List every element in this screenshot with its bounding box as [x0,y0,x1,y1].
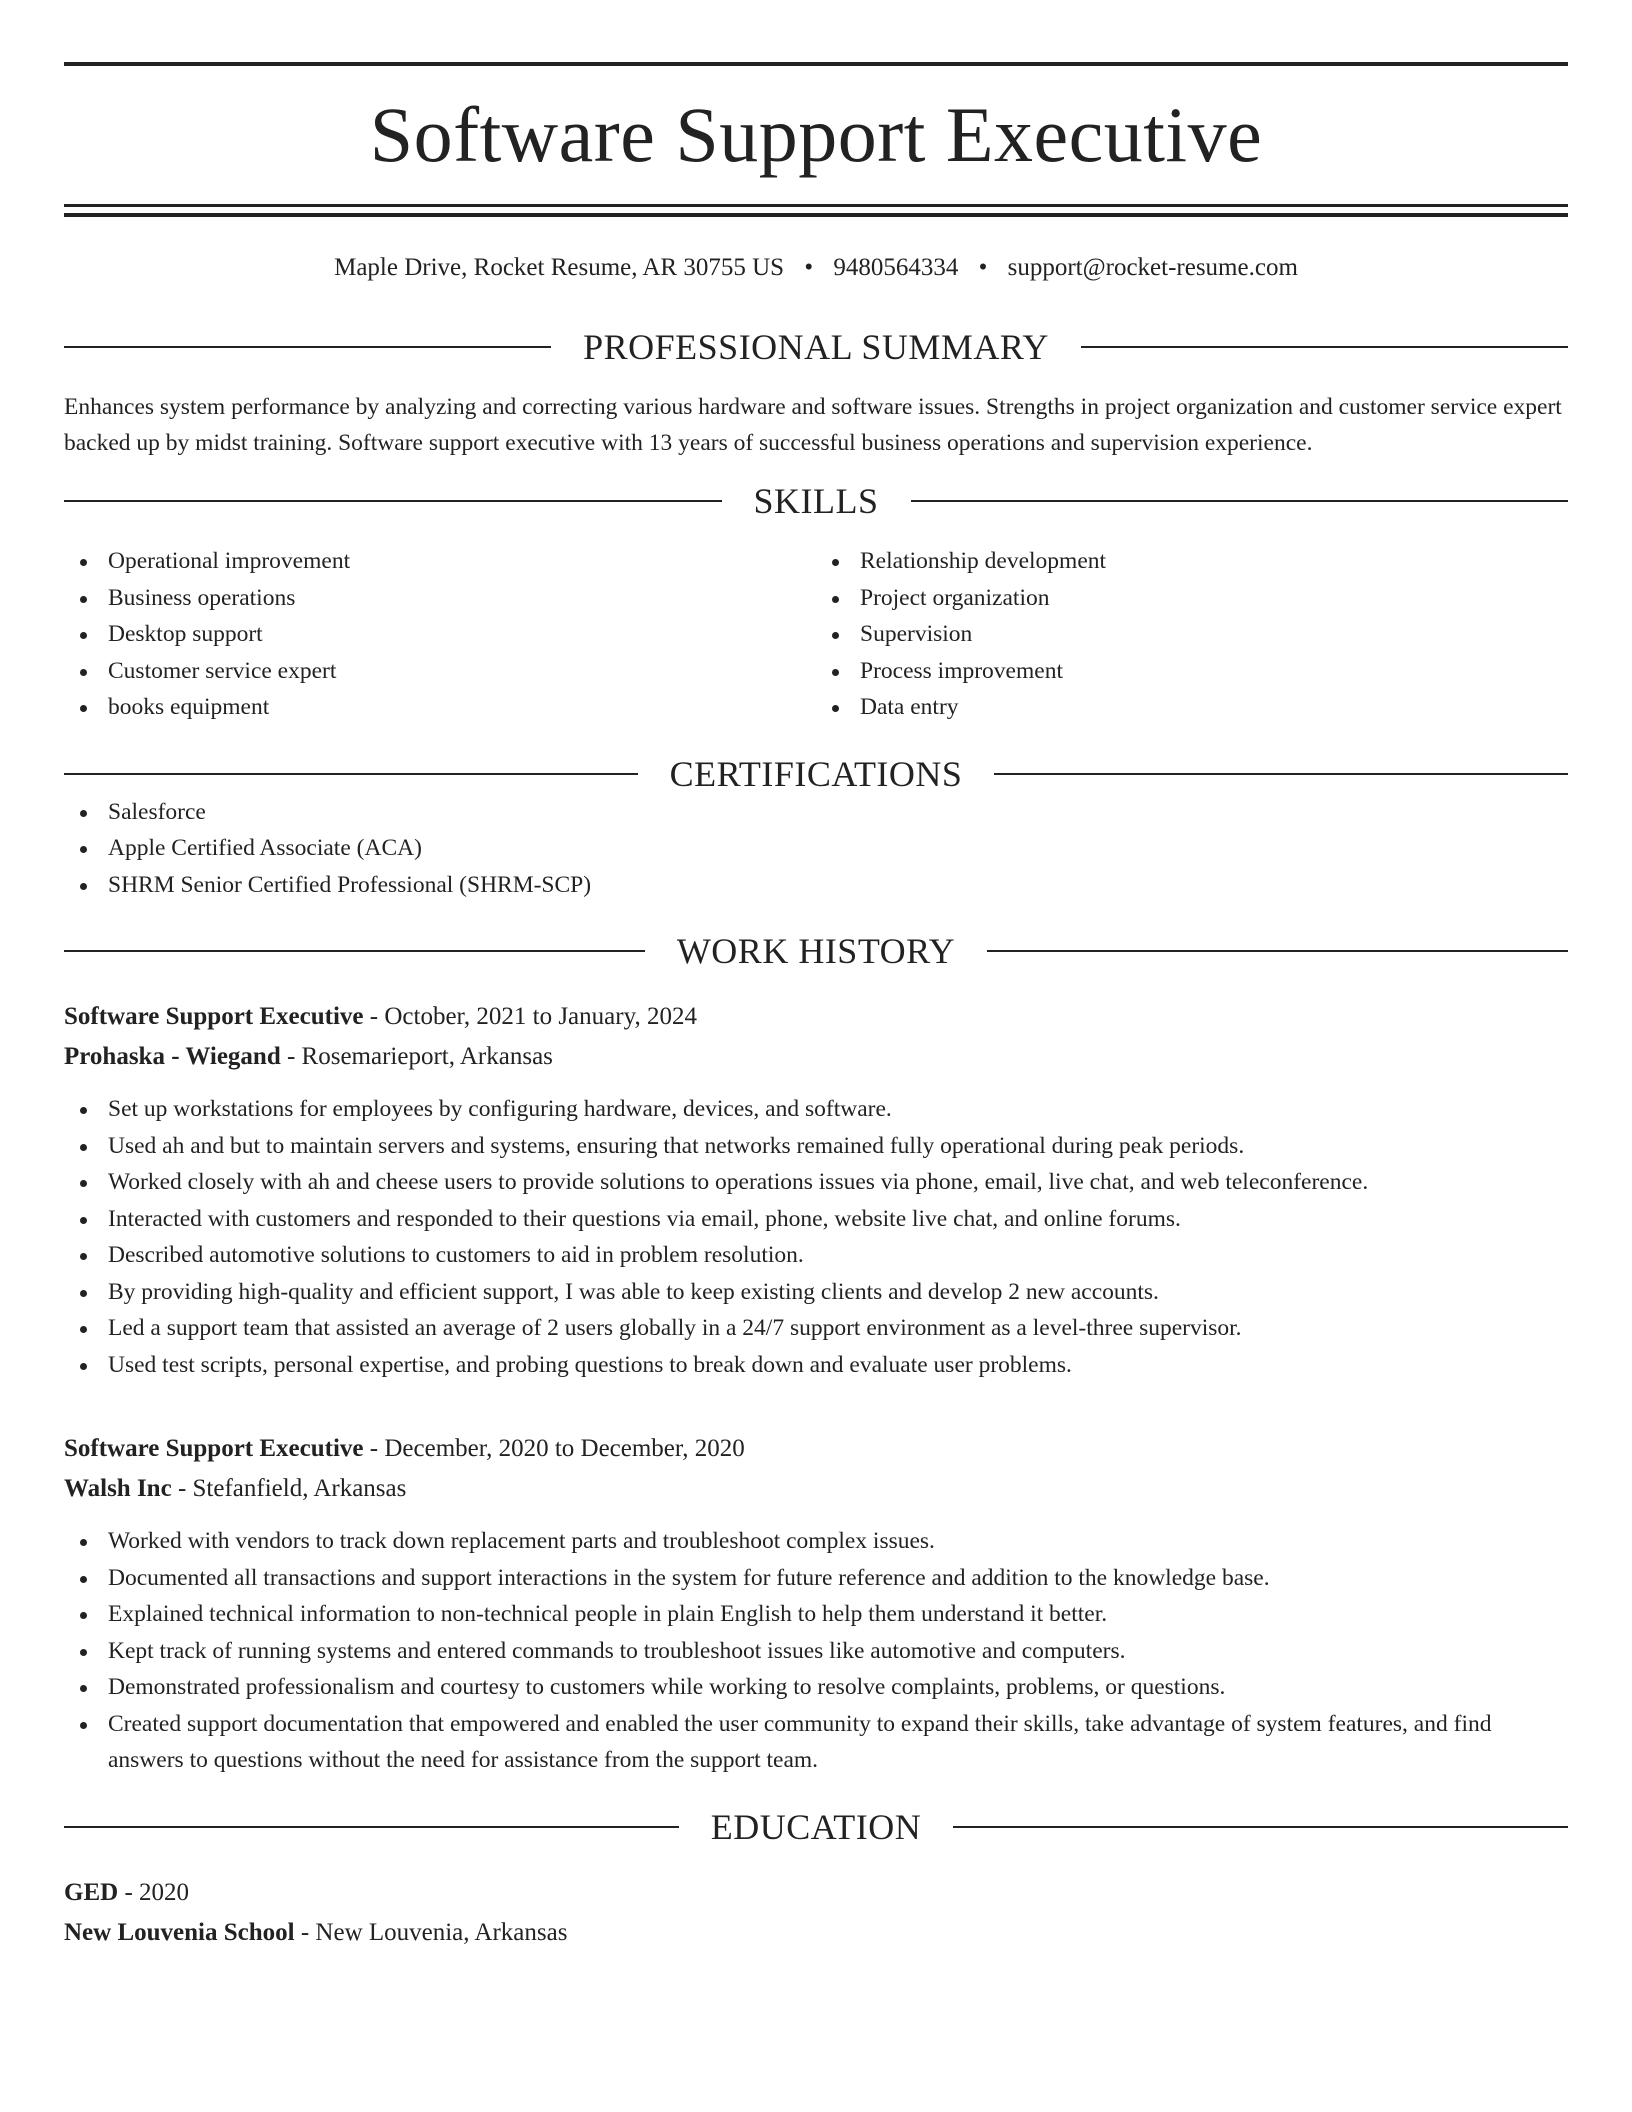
certification-item: Apple Certified Associate (ACA) [64,830,1568,867]
job-bullet: Used test scripts, personal expertise, and probing questions to break down and evaluate user problems. [64,1347,1568,1384]
job-bullet: Used ah and but to maintain servers and systems, ensuring that networks remained fully operational during peak periods. [64,1128,1568,1165]
job-bullet: Created support documentation that empowered and enabled the user community to expand their skills, take advantage of system features, and find answers to questions without the need for assistance from the support team. [64,1706,1568,1779]
skill-item: Business operations [64,580,816,617]
skill-item: Process improvement [816,653,1568,690]
education-school-line [64,1913,1568,1953]
title-double-rule [64,204,1568,217]
skills-heading: SKILLS [753,481,879,521]
job-bullet: Set up workstations for employees by configuring hardware, devices, and software. [64,1091,1568,1128]
skill-item: Project organization [816,580,1568,617]
skill-item: Data entry [816,689,1568,726]
education-school: New Louvenia School [64,1918,295,1946]
top-rule [64,62,1568,66]
job-location: - Stefanfield, Arkansas [171,1475,407,1502]
job-bullets [64,1523,1568,1779]
job-title: Software Support Executive [64,1003,364,1030]
job-company-line [64,1469,1568,1509]
job-bullet: Worked with vendors to track down replacement parts and troubleshoot complex issues. [64,1523,1568,1560]
skill-item: Desktop support [64,616,816,653]
job-entry [64,1429,1568,1779]
resume-title: Software Support Executive [369,91,1263,178]
job-bullet: By providing high-quality and efficient support, I was able to keep existing clients and develop 2 new accounts. [64,1274,1568,1311]
job-title-line [64,1429,1568,1469]
skill-item: Operational improvement [64,543,816,580]
contact-separator: • [978,254,988,281]
education-section-header [64,1807,1568,1847]
job-bullet: Interacted with customers and responded to their questions via email, phone, website live chat, and online forums. [64,1201,1568,1238]
skills-list [64,543,1568,726]
skills-column-left [64,543,816,726]
job-bullet: Explained technical information to non-technical people in plain English to help them understand it better. [64,1596,1568,1633]
job-dates: - December, 2020 to December, 2020 [363,1435,745,1462]
certification-item: Salesforce [64,794,1568,831]
skill-item: Supervision [816,616,1568,653]
job-bullet: Kept track of running systems and entered commands to troubleshoot issues like automotive and computers. [64,1633,1568,1670]
contact-line [64,253,1568,283]
skill-item: Relationship development [816,543,1568,580]
certifications-list [64,794,1568,904]
skill-item: books equipment [64,689,816,726]
certification-item: SHRM Senior Certified Professional (SHRM-SCP) [64,867,1568,904]
education-degree: GED [64,1878,119,1906]
job-bullet: Documented all transactions and support interactions in the system for future reference and addition to the knowledge base. [64,1560,1568,1597]
work-heading: WORK HISTORY [676,931,956,971]
job-company-line [64,1037,1568,1077]
contact-separator: • [804,254,814,281]
education-degree-line [64,1873,1568,1913]
job-bullet: Described automotive solutions to customers to aid in problem resolution. [64,1237,1568,1274]
job-bullets [64,1091,1568,1383]
education-entry [64,1873,1568,1953]
job-company: Walsh Inc [64,1475,172,1502]
education-location: - New Louvenia, Arkansas [294,1918,568,1946]
contact-email: support@rocket-resume.com [1007,254,1298,281]
skills-column-right [816,543,1568,726]
skills-section-header [64,481,1568,521]
summary-text: Enhances system performance by analyzing and correcting various hardware and software issues. Strengths in project organization and customer service expert backed up by midst training. Software support executive with 13 years of successful business operations and supervision experience. [64,394,1562,456]
contact-address: Maple Drive, Rocket Resume, AR 30755 US [334,254,785,281]
job-bullet: Led a support team that assisted an average of 2 users globally in a 24/7 support environment as a level-three supervisor. [64,1310,1568,1347]
work-section-header [64,931,1568,971]
job-bullet: Worked closely with ah and cheese users to provide solutions to operations issues via phone, email, live chat, and web teleconference. [64,1164,1568,1201]
summary-section-header [64,327,1568,367]
job-company: Prohaska - Wiegand [64,1043,281,1070]
job-dates: - October, 2021 to January, 2024 [363,1003,697,1030]
job-title: Software Support Executive [64,1435,364,1462]
summary-heading: PROFESSIONAL SUMMARY [583,327,1049,367]
skill-item: Customer service expert [64,653,816,690]
job-location: - Rosemarieport, Arkansas [280,1043,553,1070]
education-heading: EDUCATION [710,1806,922,1847]
certifications-heading: CERTIFICATIONS [669,753,963,794]
education-year: - 2020 [118,1878,190,1906]
contact-phone: 9480564334 [833,254,959,281]
job-entry [64,997,1568,1383]
job-bullet: Demonstrated professionalism and courtesy to customers while working to resolve complaints, problems, or questions. [64,1669,1568,1706]
certifications-section-header [64,754,1568,794]
job-title-line [64,997,1568,1037]
